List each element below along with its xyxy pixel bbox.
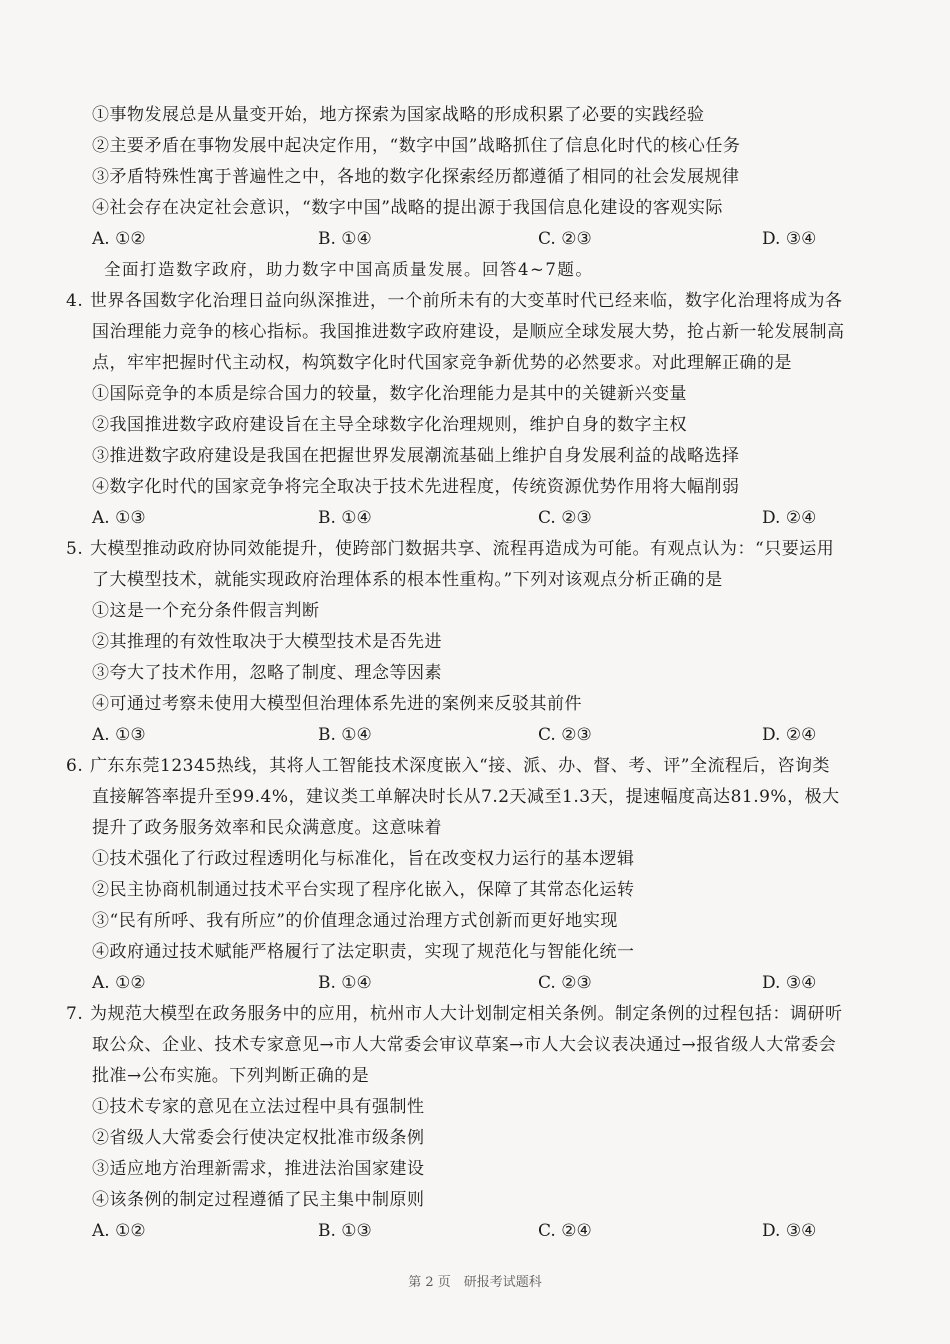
q4-options: [92, 507, 912, 529]
q3-options: [92, 228, 912, 250]
q5-option-a: A. ①③: [92, 725, 146, 745]
q4-option-c: C. ②③: [538, 508, 592, 528]
q4-option-b: B. ①④: [318, 508, 372, 528]
q6-option-b: B. ①④: [318, 973, 372, 993]
q4-item-3: ③推进数字政府建设是我国在把握世界发展潮流基础上维护自身发展利益的战略选择: [92, 446, 740, 466]
q5-stem-2: 了大模型技术，就能实现政府治理体系的根本性重构。”下列对该观点分析正确的是: [92, 570, 723, 590]
q3-option-d: D. ③④: [762, 229, 817, 249]
q5-option-d: D. ②④: [762, 725, 817, 745]
q6-stem-2: 直接解答率提升至99.4%，建议类工单解决时长从7.2天减至1.3天，提速幅度高达81.9%，极大: [92, 787, 840, 807]
q6-stem-text-1: 广东东莞12345热线，其将人工智能技术深度嵌入“接、派、办、督、考、评”全流程后，咨询类: [90, 756, 830, 776]
q5-item-1: ①这是一个充分条件假言判断: [92, 601, 320, 621]
q4-option-a: A. ①③: [92, 508, 146, 528]
q5-stem-text-1: 大模型推动政府协同效能提升，使跨部门数据共享、流程再造成为可能。有观点认为：“只要运用: [90, 539, 835, 559]
q7-item-2: ②省级人大常委会行使决定权批准市级条例: [92, 1128, 425, 1148]
q7-stem-1: [66, 1003, 898, 1025]
q5-option-b: B. ①④: [318, 725, 372, 745]
q7-option-d: D. ③④: [762, 1221, 817, 1241]
q6-option-c: C. ②③: [538, 973, 592, 993]
q4-stem-1: [66, 290, 898, 312]
q4-item-4: ④数字化时代的国家竞争将完全取决于技术先进程度，传统资源优势作用将大幅削弱: [92, 477, 740, 497]
q3-option-a: A. ①②: [92, 229, 146, 249]
q7-stem-text-1: 为规范大模型在政务服务中的应用，杭州市人大计划制定相关条例。制定条例的过程包括：调研听: [90, 1004, 843, 1024]
q6-item-4: ④政府通过技术赋能严格履行了法定职责，实现了规范化与智能化统一: [92, 942, 635, 962]
q3-item-2: ②主要矛盾在事物发展中起决定作用，“数字中国”战略抓住了信息化时代的核心任务: [92, 136, 741, 156]
q7-number: 7.: [66, 1004, 84, 1024]
q6-number: 6.: [66, 756, 84, 776]
q4-item-2: ②我国推进数字政府建设旨在主导全球数字化治理规则，维护自身的数字主权: [92, 415, 687, 435]
q3-item-4: ④社会存在决定社会意识，“数字中国”战略的提出源于我国信息化建设的客观实际: [92, 198, 723, 218]
q7-stem-2: 取公众、企业、技术专家意见→市人大常委会审议草案→市人大会议表决通过→报省级人大常委会: [92, 1035, 837, 1055]
q7-item-4: ④该条例的制定过程遵循了民主集中制原则: [92, 1190, 425, 1210]
q5-options: [92, 724, 912, 746]
q6-item-2: ②民主协商机制通过技术平台实现了程序化嵌入，保障了其常态化运转: [92, 880, 635, 900]
q7-options: [92, 1220, 912, 1242]
q6-options: [92, 972, 912, 994]
q6-item-1: ①技术强化了行政过程透明化与标准化，旨在改变权力运行的基本逻辑: [92, 849, 635, 869]
q6-item-3: ③“民有所呼、我有所应”的价值理念通过治理方式创新而更好地实现: [92, 911, 618, 931]
q3-item-1: ①事物发展总是从量变开始，地方探索为国家战略的形成积累了必要的实践经验: [92, 105, 705, 125]
q6-stem-3: 提升了政务服务效率和民众满意度。这意味着: [92, 818, 442, 838]
q4-stem-2: 国治理能力竞争的核心指标。我国推进数字政府建设，是顺应全球发展大势，抢占新一轮发展制高: [92, 322, 845, 342]
q7-option-c: C. ②④: [538, 1221, 592, 1241]
page-footer: 第 2 页 研报考试题科: [408, 1275, 542, 1290]
q7-stem-3: 批准→公布实施。下列判断正确的是: [92, 1066, 370, 1086]
q6-option-d: D. ③④: [762, 973, 817, 993]
q4-stem-text-1: 世界各国数字化治理日益向纵深推进，一个前所未有的大变革时代已经来临，数字化治理将成为各: [90, 291, 843, 311]
q6-option-a: A. ①②: [92, 973, 146, 993]
q5-number: 5.: [66, 539, 84, 559]
q7-option-a: A. ①②: [92, 1221, 146, 1241]
q6-stem-1: [66, 755, 898, 777]
q5-item-2: ②其推理的有效性取决于大模型技术是否先进: [92, 632, 442, 652]
q3-option-c: C. ②③: [538, 229, 592, 249]
q5-option-c: C. ②③: [538, 725, 592, 745]
q7-item-1: ①技术专家的意见在立法过程中具有强制性: [92, 1097, 425, 1117]
q4-stem-3: 点，牢牢把握时代主动权，构筑数字化时代国家竞争新优势的必然要求。对此理解正确的是: [92, 353, 792, 373]
q7-option-b: B. ①③: [318, 1221, 372, 1241]
q4-item-1: ①国际竞争的本质是综合国力的较量，数字化治理能力是其中的关键新兴变量: [92, 384, 687, 404]
q4-number: 4.: [66, 291, 84, 311]
q3-option-b: B. ①④: [318, 229, 372, 249]
section-intro: 全面打造数字政府，助力数字中国高质量发展。回答4~7题。: [104, 260, 594, 279]
q5-stem-1: [66, 538, 898, 560]
q3-item-3: ③矛盾特殊性寓于普遍性之中，各地的数字化探索经历都遵循了相同的社会发展规律: [92, 167, 740, 187]
q7-item-3: ③适应地方治理新需求，推进法治国家建设: [92, 1159, 425, 1179]
q5-item-4: ④可通过考察未使用大模型但治理体系先进的案例来反驳其前件: [92, 694, 582, 714]
q4-option-d: D. ②④: [762, 508, 817, 528]
q5-item-3: ③夸大了技术作用，忽略了制度、理念等因素: [92, 663, 442, 683]
